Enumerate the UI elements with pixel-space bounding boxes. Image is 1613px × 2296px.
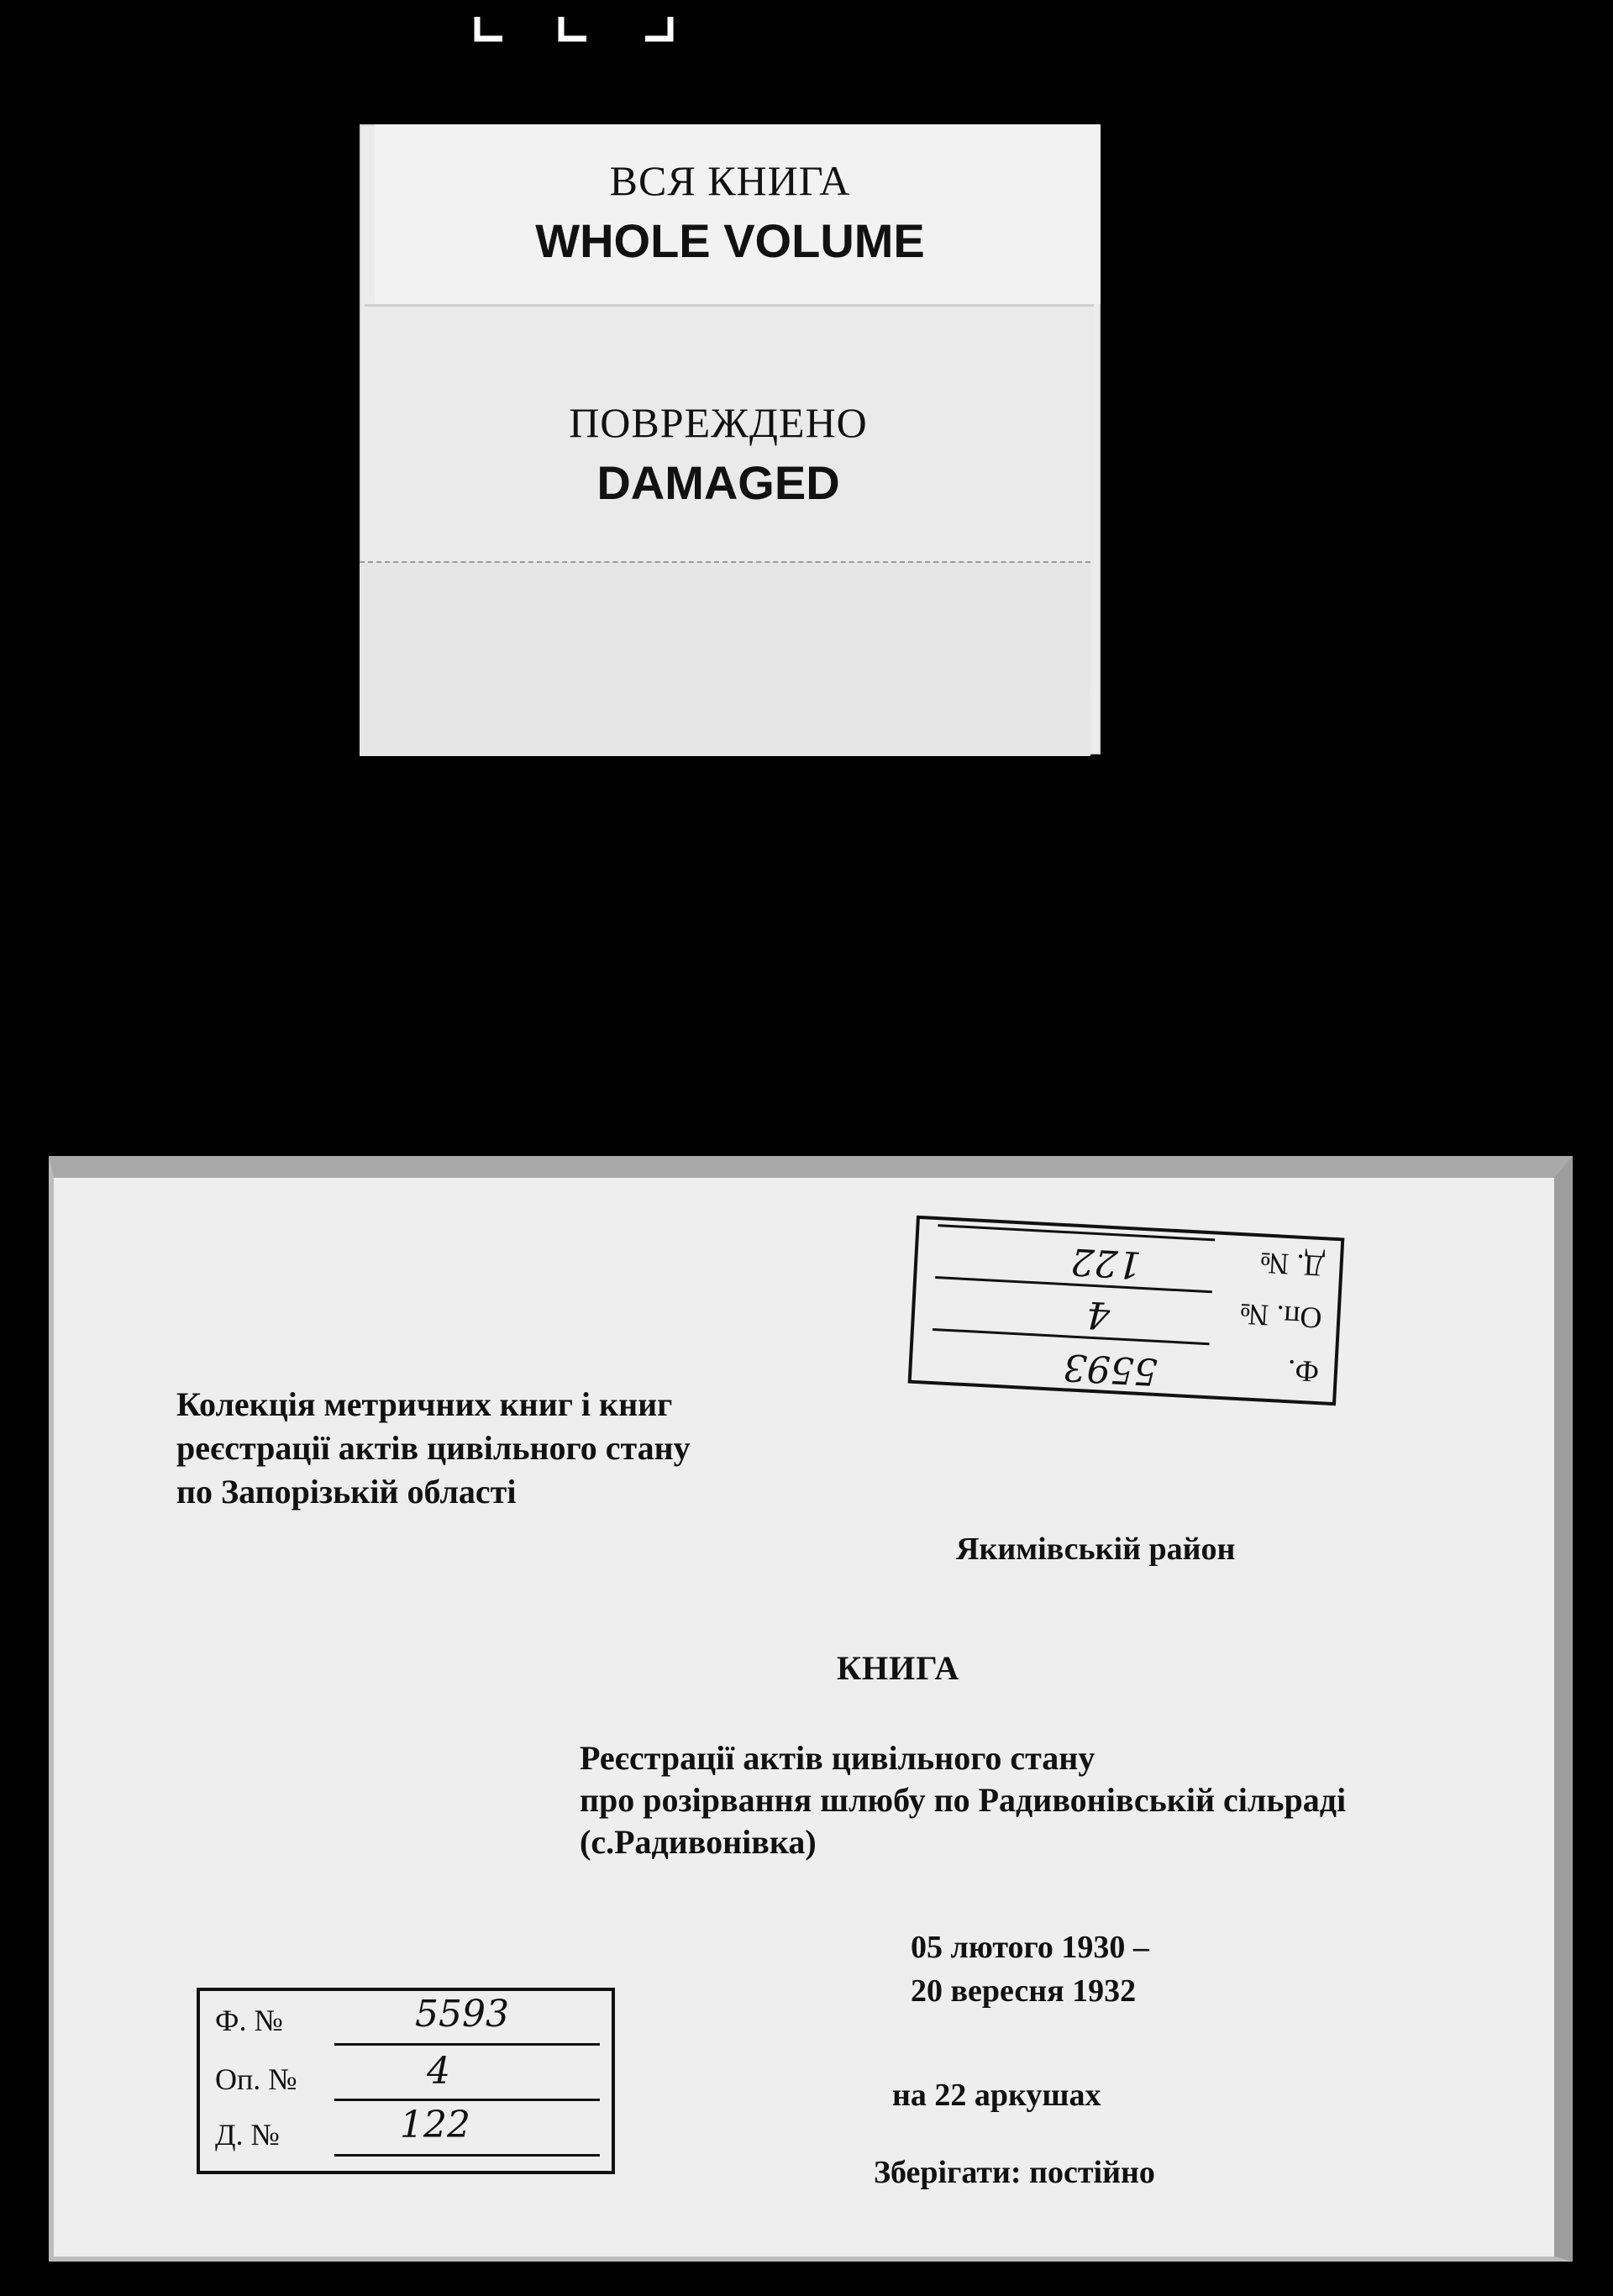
card-band-bottom <box>360 561 1090 756</box>
stamp-opis-label: Оп. № <box>215 2062 297 2096</box>
collection-heading <box>176 1383 691 1514</box>
damaged-ru: ПОВРЕЖДЕНО <box>569 399 868 446</box>
description-line-3: (с.Радивонівка) <box>580 1823 817 1861</box>
stamp-delo-line <box>334 2154 600 2157</box>
archive-stamp-bottom <box>197 1988 615 2174</box>
book-title: КНИГА <box>837 1649 960 1687</box>
stamp-delo-value: 122 <box>400 2104 470 2146</box>
stamp-opis-value: 4 <box>427 2050 450 2093</box>
stamp-top-fond-line <box>933 1328 1210 1345</box>
stamp-top-delo-value: 122 <box>1069 1239 1143 1286</box>
date-range <box>911 1926 1149 2013</box>
stamp-top-opis-label: Оп. № <box>1238 1297 1323 1336</box>
collection-line-3: по Запорізькій області <box>176 1473 517 1511</box>
stamp-top-delo-label: Д. № <box>1258 1246 1326 1284</box>
collection-line-1: Колекція метричних книг і книг <box>176 1385 673 1423</box>
stamp-opis-line <box>334 2099 600 2101</box>
stamp-delo-label: Д. № <box>215 2118 280 2152</box>
stamp-top-delo-line <box>938 1224 1215 1241</box>
district-name: Якимівськiй район <box>956 1532 1236 1567</box>
stamp-fond-value: 5593 <box>415 1993 509 2036</box>
stamp-top-fond-value: 5593 <box>1062 1345 1159 1394</box>
stamp-top-fond-label: Ф. <box>1286 1353 1321 1390</box>
date-start: 05 лютого 1930 – <box>911 1930 1149 1965</box>
date-end: 20 вересня 1932 <box>911 1973 1137 2009</box>
sheet-count: на 22 аркушах <box>892 2078 1101 2113</box>
storage-term: Зберігати: постійно <box>874 2155 1155 2190</box>
archive-folder-cover <box>49 1156 1573 2262</box>
stamp-fond-label: Ф. № <box>215 2004 283 2037</box>
archive-stamp-top-inverted <box>908 1199 1346 1405</box>
whole-volume-ru: ВСЯ КНИГА <box>609 157 851 204</box>
collection-line-2: реєстрації актів цивільного стану <box>176 1429 691 1467</box>
stamp-fond-line <box>334 2043 600 2046</box>
book-description <box>580 1737 1346 1863</box>
volume-status-card <box>360 124 1101 754</box>
description-line-1: Реєстрації актів цивільного стану <box>580 1739 1095 1777</box>
archive-stamp-top-box <box>908 1216 1345 1405</box>
damaged-en: DAMAGED <box>596 456 840 509</box>
stamp-top-opis-value: 4 <box>1085 1292 1111 1337</box>
whole-volume-en: WHOLE VOLUME <box>535 214 925 267</box>
description-line-2: про розірвання шлюбу по Радивонівській сільраді <box>580 1781 1347 1819</box>
frame-corner-marks <box>470 15 689 44</box>
